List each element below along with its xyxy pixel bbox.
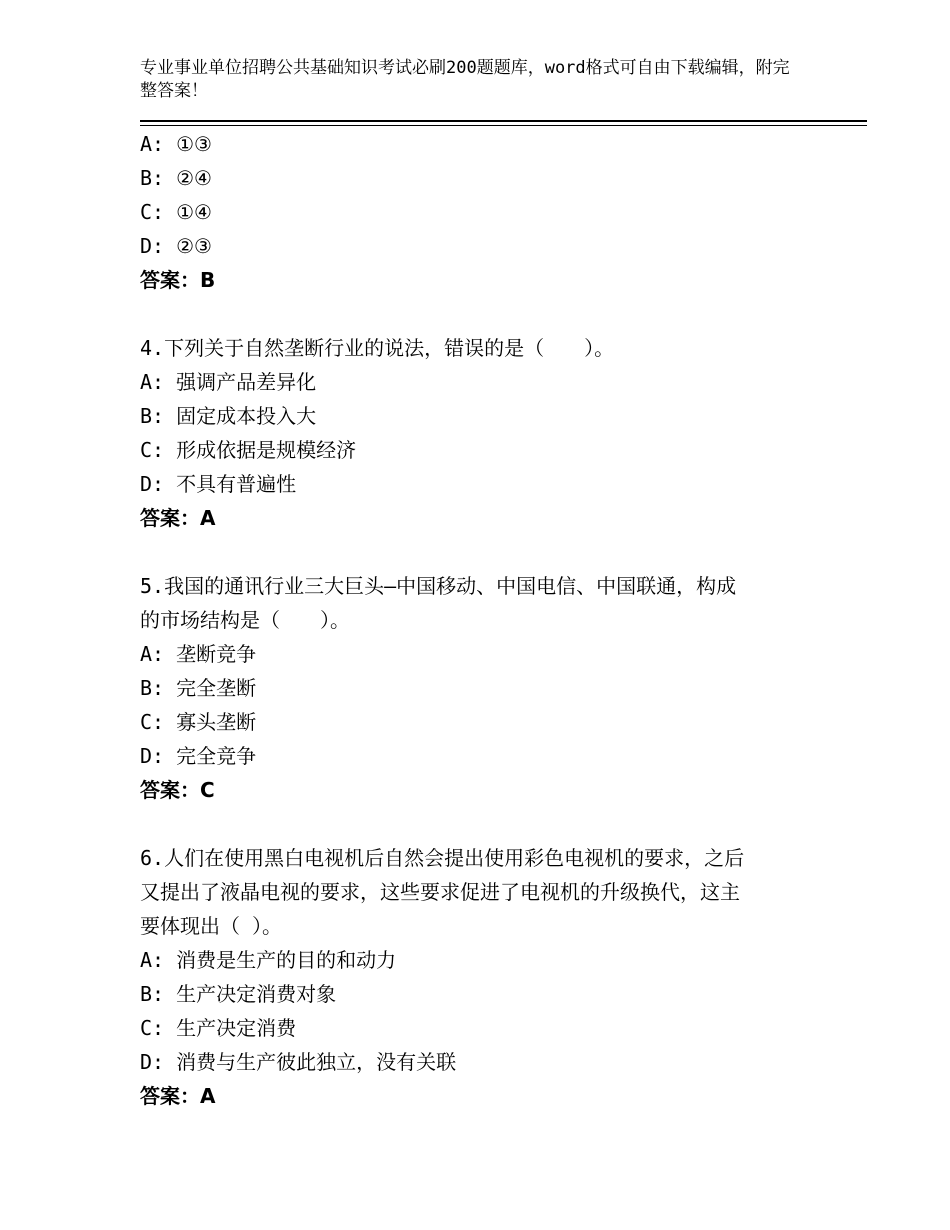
option-text: 形成依据是规模经济 (176, 438, 357, 462)
spacer (140, 807, 820, 841)
option-text: ①④ (176, 200, 212, 224)
option-label: C: (140, 438, 177, 462)
spacer (140, 297, 820, 331)
option-text: ②④ (176, 166, 212, 190)
option-label: D: (140, 744, 177, 768)
question-5 (140, 569, 820, 807)
option-label: C: (140, 1016, 177, 1040)
option-label: C: (140, 200, 177, 224)
option-label: B: (140, 982, 177, 1006)
question-text: 要体现出（ ）。 (140, 914, 283, 938)
option-label: D: (140, 234, 177, 258)
question-6 (140, 841, 820, 1113)
option-label: D: (140, 472, 177, 496)
option-d (140, 229, 820, 263)
option-text: 强调产品差异化 (176, 370, 317, 394)
option-text: 固定成本投入大 (176, 404, 317, 428)
option-c (140, 1011, 820, 1045)
question-text: 的市场结构是（ ）。 (140, 608, 350, 632)
question-text: 5.我国的通讯行业三大巨头—中国移动、中国电信、中国联通，构成 (140, 574, 737, 598)
option-a (140, 127, 820, 161)
option-text: ②③ (176, 234, 212, 258)
answer: 答案：A (140, 506, 216, 530)
option-text: 消费与生产彼此独立，没有关联 (176, 1050, 457, 1074)
option-b (140, 671, 820, 705)
question-text: 又提出了液晶电视的要求，这些要求促进了电视机的升级换代，这主 (140, 880, 740, 904)
question-3 (140, 127, 820, 297)
option-b (140, 161, 820, 195)
option-text: ①③ (176, 132, 212, 156)
option-label: A: (140, 642, 177, 666)
option-label: B: (140, 166, 177, 190)
question-text: 4.下列关于自然垄断行业的说法，错误的是（ ）。 (140, 336, 615, 360)
option-a (140, 943, 820, 977)
option-d (140, 467, 820, 501)
answer: 答案：A (140, 1084, 216, 1108)
option-a (140, 637, 820, 671)
option-text: 垄断竞争 (176, 642, 257, 666)
answer: 答案：C (140, 778, 215, 802)
option-text: 完全竞争 (176, 744, 257, 768)
question-4 (140, 331, 820, 535)
option-text: 不具有普遍性 (176, 472, 297, 496)
option-label: C: (140, 710, 177, 734)
header-rule-thick (140, 120, 867, 122)
option-text: 生产决定消费对象 (176, 982, 337, 1006)
header-rule-thin (140, 125, 867, 126)
option-label: A: (140, 132, 177, 156)
spacer (140, 535, 820, 569)
option-d (140, 1045, 820, 1079)
option-c (140, 195, 820, 229)
option-c (140, 705, 820, 739)
option-text: 消费是生产的目的和动力 (176, 948, 397, 972)
option-label: D: (140, 1050, 177, 1074)
question-text: 6.人们在使用黑白电视机后自然会提出使用彩色电视机的要求，之后 (140, 846, 745, 870)
page-header: 专业事业单位招聘公共基础知识考试必刷200题题库，word格式可自由下载编辑，附完整答案！ (140, 58, 790, 101)
option-b (140, 977, 820, 1011)
option-label: A: (140, 370, 177, 394)
question-list (140, 127, 820, 1113)
option-text: 生产决定消费 (176, 1016, 297, 1040)
option-a (140, 365, 820, 399)
option-text: 寡头垄断 (176, 710, 257, 734)
answer: 答案：B (140, 268, 216, 292)
option-label: B: (140, 404, 177, 428)
option-text: 完全垄断 (176, 676, 257, 700)
option-d (140, 739, 820, 773)
option-b (140, 399, 820, 433)
option-label: A: (140, 948, 177, 972)
option-c (140, 433, 820, 467)
option-label: B: (140, 676, 177, 700)
